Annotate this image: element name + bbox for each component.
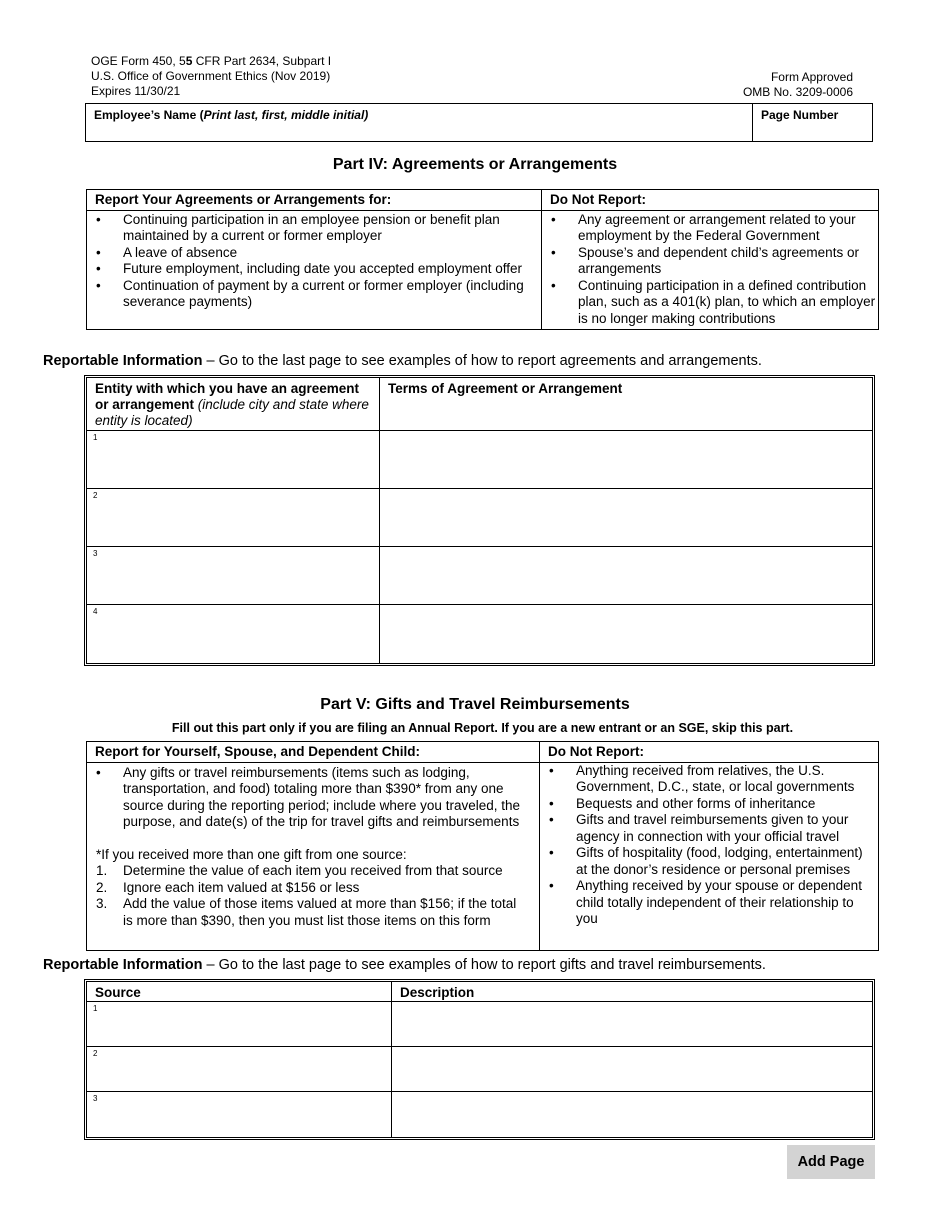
form-id-line: OGE Form 450, 55 CFR Part 2634, Subpart I	[91, 54, 332, 68]
part5-reportable-info: Reportable Information – Go to the last page to see examples of how to report gifts and travel reimbursements.	[43, 957, 766, 973]
list-item: • A leave of absence	[87, 245, 541, 262]
form-header-left	[91, 54, 331, 99]
list-item: • Any agreement or arrangement related to your employment by the Federal Government	[542, 212, 878, 245]
description-cell-2[interactable]	[392, 1047, 872, 1092]
list-item: • Gifts of hospitality (food, lodging, entertainment) at the donor’s residence or personal premises	[540, 845, 868, 878]
form-id-bold-digit: 5	[185, 54, 193, 68]
part4-donot-list	[542, 212, 878, 328]
table-row	[87, 1002, 872, 1047]
table-row	[87, 547, 872, 605]
page-number-label: Page Number	[761, 108, 839, 122]
table-row	[87, 1047, 872, 1092]
table-row	[87, 605, 872, 663]
employee-name-field[interactable]: Employee’s Name (Print last, first, middle initial)	[94, 108, 369, 122]
part4-title: Part IV: Agreements or Arrangements	[332, 156, 618, 173]
part4-report-header: Report Your Agreements or Arrangements for:	[87, 190, 542, 211]
expires-line: Expires 11/30/21	[91, 84, 181, 98]
terms-cell-1[interactable]	[380, 431, 872, 489]
terms-cell-3[interactable]	[380, 547, 872, 605]
table-row	[87, 1092, 872, 1137]
form-header-right	[743, 70, 853, 100]
omb-number-line: OMB No. 3209-0006	[742, 85, 853, 99]
add-page-button[interactable]: Add Page	[787, 1145, 875, 1179]
employee-name-box	[85, 103, 873, 142]
part5-report-header: Report for Yourself, Spouse, and Dependent Child:	[87, 742, 540, 763]
list-item: • Spouse’s and dependent child’s agreements or arrangements	[542, 245, 878, 278]
list-item: 3. Add the value of those items valued at more than $156; if the total is more than $390, then you must list those items on this form	[96, 896, 517, 928]
part5-subtitle: Fill out this part only if you are filing an Annual Report. If you are a new entrant or an SGE, skip this part.	[171, 721, 794, 735]
entity-cell-3[interactable]: 3	[87, 547, 380, 605]
part5-donot-list	[540, 763, 868, 928]
list-item: 1. Determine the value of each item you received from that source	[96, 863, 503, 878]
table-row	[87, 431, 872, 489]
source-cell-3[interactable]: 3	[87, 1092, 392, 1137]
list-item: • Anything received by your spouse or dependent child totally independent of their relationship to you	[540, 878, 868, 928]
part5-footnote: *If you received more than one gift from one source:	[96, 846, 407, 862]
entity-cell-2[interactable]: 2	[87, 489, 380, 547]
entity-cell-4[interactable]: 4	[87, 605, 380, 663]
list-item: • Continuation of payment by a current or former employer (including severance payments)	[87, 278, 541, 311]
list-item: 2. Ignore each item valued at $156 or less	[96, 879, 360, 895]
part5-donot-header: Do Not Report:	[540, 742, 879, 763]
list-item: • Future employment, including date you accepted employment offer	[87, 261, 541, 278]
part4-entry-table	[84, 375, 875, 666]
list-item: • Gifts and travel reimbursements given to your agency in connection with your official travel	[540, 812, 868, 845]
description-cell-3[interactable]	[392, 1092, 872, 1137]
table-row	[87, 489, 872, 547]
agency-line: U.S. Office of Government Ethics (Nov 2019)	[91, 69, 331, 83]
page-number-field[interactable]	[752, 104, 874, 142]
entity-cell-1[interactable]: 1	[87, 431, 380, 489]
source-cell-2[interactable]: 2	[87, 1047, 392, 1092]
part4-col-entity-header: Entity with which you have an agreement or arrangement (include city and state where entity is located)	[87, 378, 380, 431]
description-cell-1[interactable]	[392, 1002, 872, 1047]
source-cell-1[interactable]: 1	[87, 1002, 392, 1047]
part4-donot-header: Do Not Report:	[542, 190, 879, 211]
list-item: • Bequests and other forms of inheritance	[540, 796, 868, 813]
list-item: • Continuing participation in an employee pension or benefit plan maintained by a current or former employer	[87, 212, 541, 245]
part5-col-description-header: Description	[392, 982, 872, 1002]
list-item: • Anything received from relatives, the U.S. Government, D.C., state, or local governments	[540, 763, 868, 796]
part5-report-list	[87, 765, 527, 831]
part4-reportable-info: Reportable Information – Go to the last page to see examples of how to report agreements and arrangements.	[43, 353, 762, 369]
terms-cell-4[interactable]	[380, 605, 872, 663]
part4-report-list	[87, 212, 541, 311]
part5-col-source-header: Source	[87, 982, 392, 1002]
part5-instructions-table	[86, 741, 879, 951]
terms-cell-2[interactable]	[380, 489, 872, 547]
list-item: • Any gifts or travel reimbursements (items such as lodging, transportation, and food) totaling more than $390* from any one source during the reporting period; include where you traveled, the purpose, and date(s) of the trip for travel gifts and reimbursements	[87, 765, 527, 831]
form-approved-line: Form Approved	[770, 70, 853, 84]
part5-title: Part V: Gifts and Travel Reimbursements	[320, 696, 630, 713]
part5-steps-list	[87, 863, 527, 929]
part4-instructions-table	[86, 189, 879, 330]
list-item: • Continuing participation in a defined contribution plan, such as a 401(k) plan, to which an employer is no longer making contributions	[542, 278, 878, 328]
part4-col-terms-header: Terms of Agreement or Arrangement	[380, 378, 872, 431]
part5-entry-table	[84, 979, 875, 1140]
